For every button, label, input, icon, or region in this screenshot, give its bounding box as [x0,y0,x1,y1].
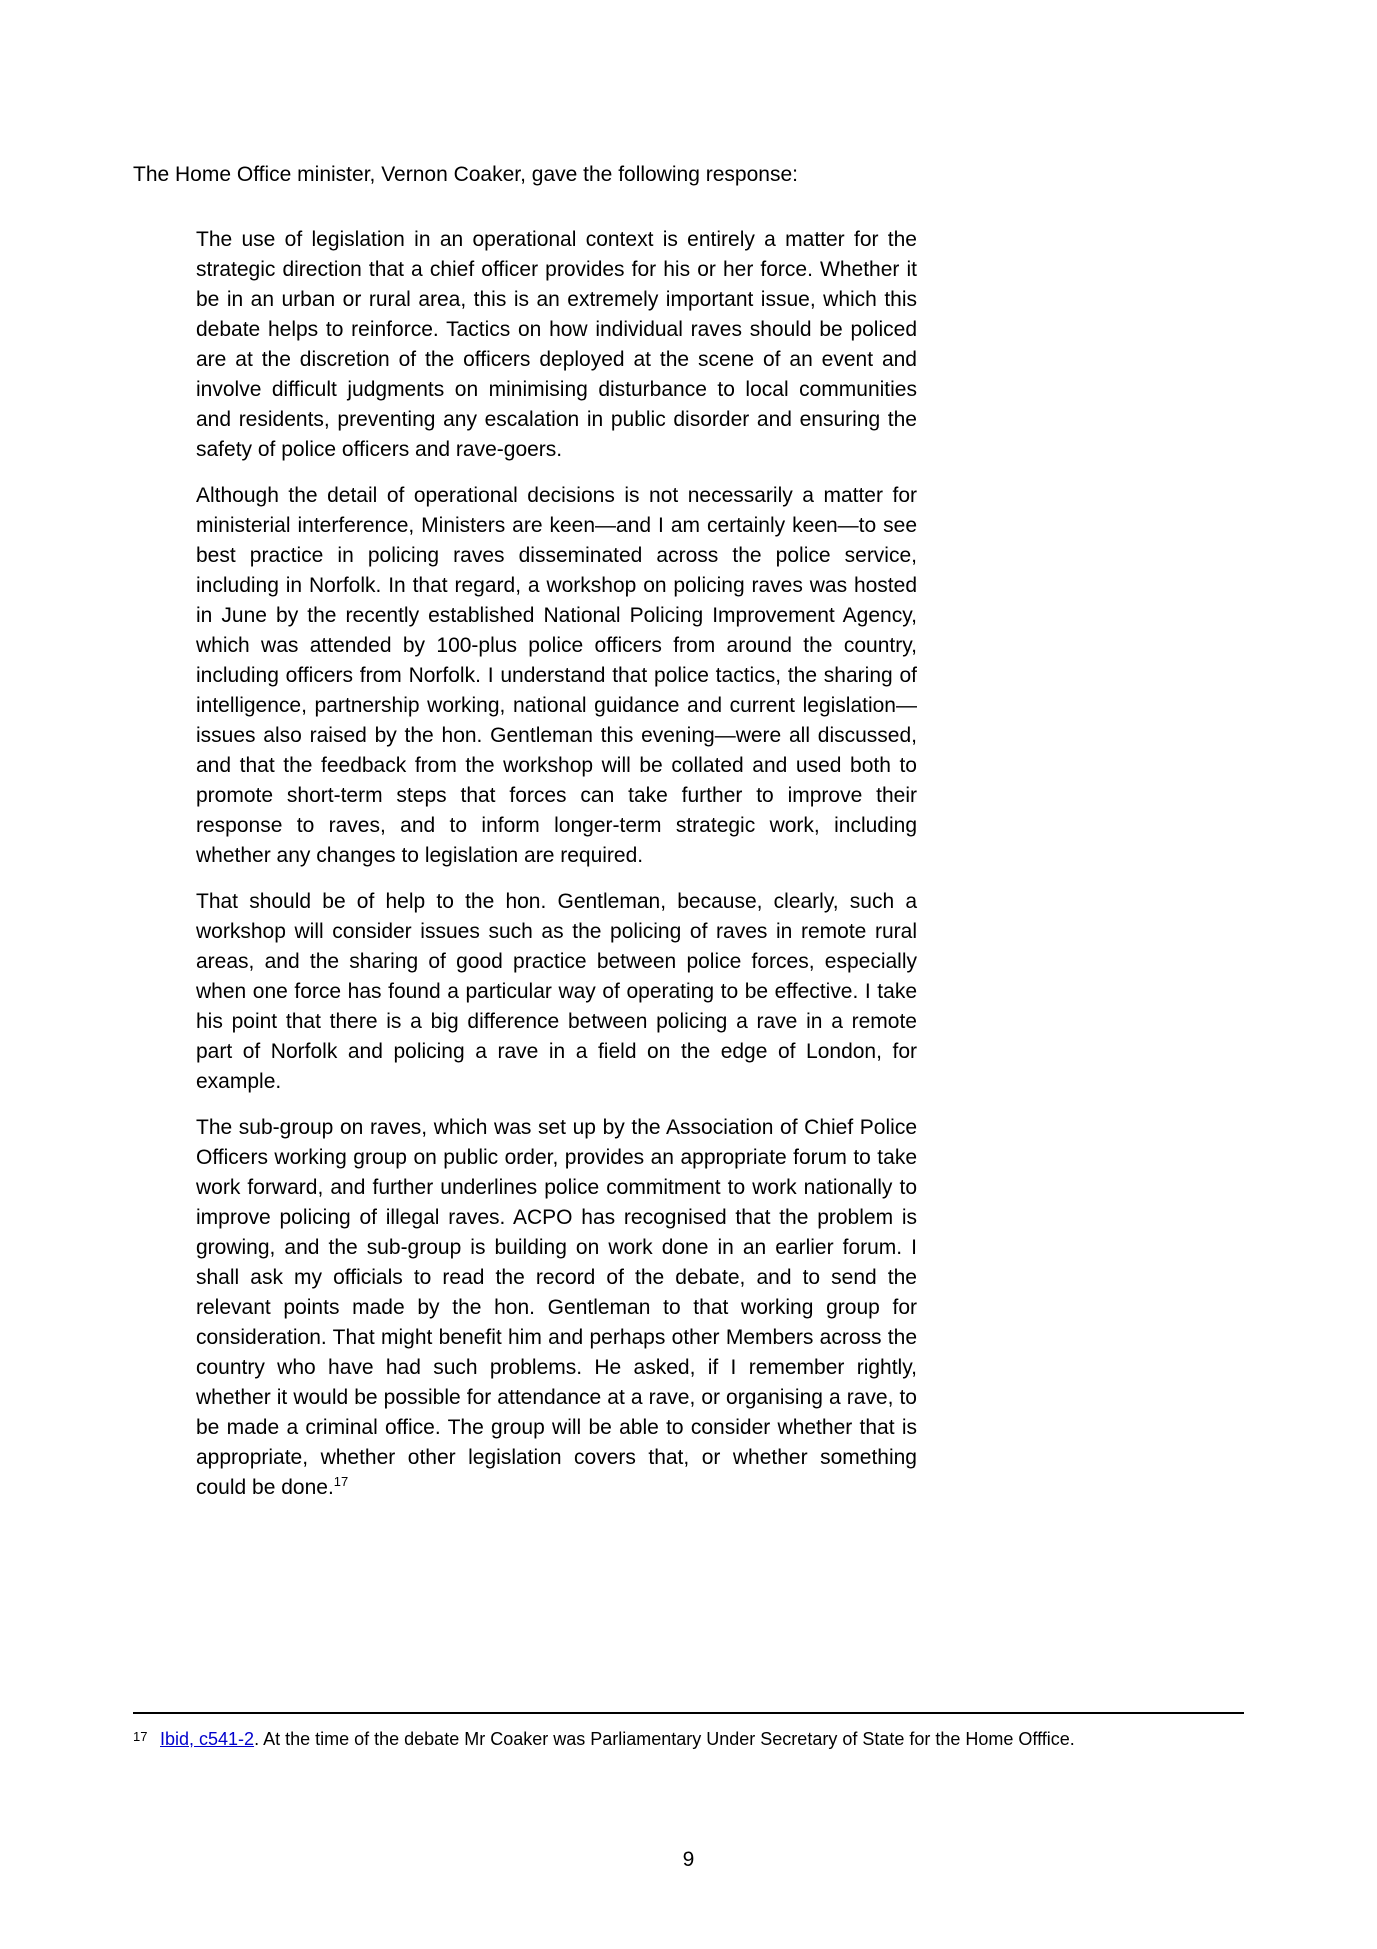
footnote-number: 17 [133,1729,148,1744]
block-quote [196,225,917,1519]
intro-paragraph: The Home Office minister, Vernon Coaker, gave the following response: [133,163,798,186]
footnote-link[interactable]: Ibid, c541-2 [160,1729,255,1749]
page-number: 9 [682,1848,695,1871]
footnote-area [133,1712,1244,1753]
quote-paragraph-2: Although the detail of operational decisions is not necessarily a matter for ministerial interference, Ministers are keen—and I am certainly keen—to see best practice in policing raves disseminated across the police service, including in Norfolk. In that regard, a workshop on policing raves was hosted in June by the recently established National Policing Improvement Agency, which was attended by 100-plus police officers from around the country, including officers from Norfolk. I understand that police tactics, the sharing of intelligence, partnership working, national guidance and current legislation—issues also raised by the hon. Gentleman this evening—were all discussed, and that the feedback from the workshop will be collated and used both to promote short-term steps that forces can take further to improve their response to raves, and to inform longer-term strategic work, including whether any changes to legislation are required. [196,484,917,867]
quote-paragraph-4-text: The sub-group on raves, which was set up by the Association of Chief Police Officers working group on public order, provides an appropriate forum to take work forward, and further underlines police commitment to work nationally to improve policing of illegal raves. ACPO has recognised that the problem is growing, and the sub-group is building on work done in an earlier forum. I shall ask my officials to read the record of the debate, and to send the relevant points made by the hon. Gentleman to that working group for consideration. That might benefit him and perhaps other Members across the country who have had such problems. He asked, if I remember rightly, whether it would be possible for attendance at a rave, or organising a rave, to be made a criminal office. The group will be able to consider whether that is appropriate, whether other legislation covers that, or whether something could be done. [196,1116,917,1499]
quote-paragraph-1: The use of legislation in an operational context is entirely a matter for the strategic direction that a chief officer provides for his or her force. Whether it be in an urban or rural area, this is an extremely important issue, which this debate helps to reinforce. Tactics on how individual raves should be policed are at the discretion of the officers deployed at the scene of an event and involve difficult judgments on minimising disturbance to local communities and residents, preventing any escalation in public disorder and ensuring the safety of police officers and rave-goers. [196,228,917,461]
quote-paragraph-4 [196,1113,917,1503]
footnote-reference: 17 [333,1474,349,1489]
footnote-text: . At the time of the debate Mr Coaker was Parliamentary Under Secretary of State for the Home Offfice. [254,1729,1075,1749]
footnote-body [160,1729,1075,1749]
footnote-separator-rule [133,1712,1244,1714]
quote-paragraph-3: That should be of help to the hon. Gentleman, because, clearly, such a workshop will consider issues such as the policing of raves in remote rural areas, and the sharing of good practice between police forces, especially when one force has found a particular way of operating to be effective. I take his point that there is a big difference between policing a rave in a remote part of Norfolk and policing a rave in a field on the edge of London, for example. [196,890,917,1093]
footnote [133,1725,1200,1753]
